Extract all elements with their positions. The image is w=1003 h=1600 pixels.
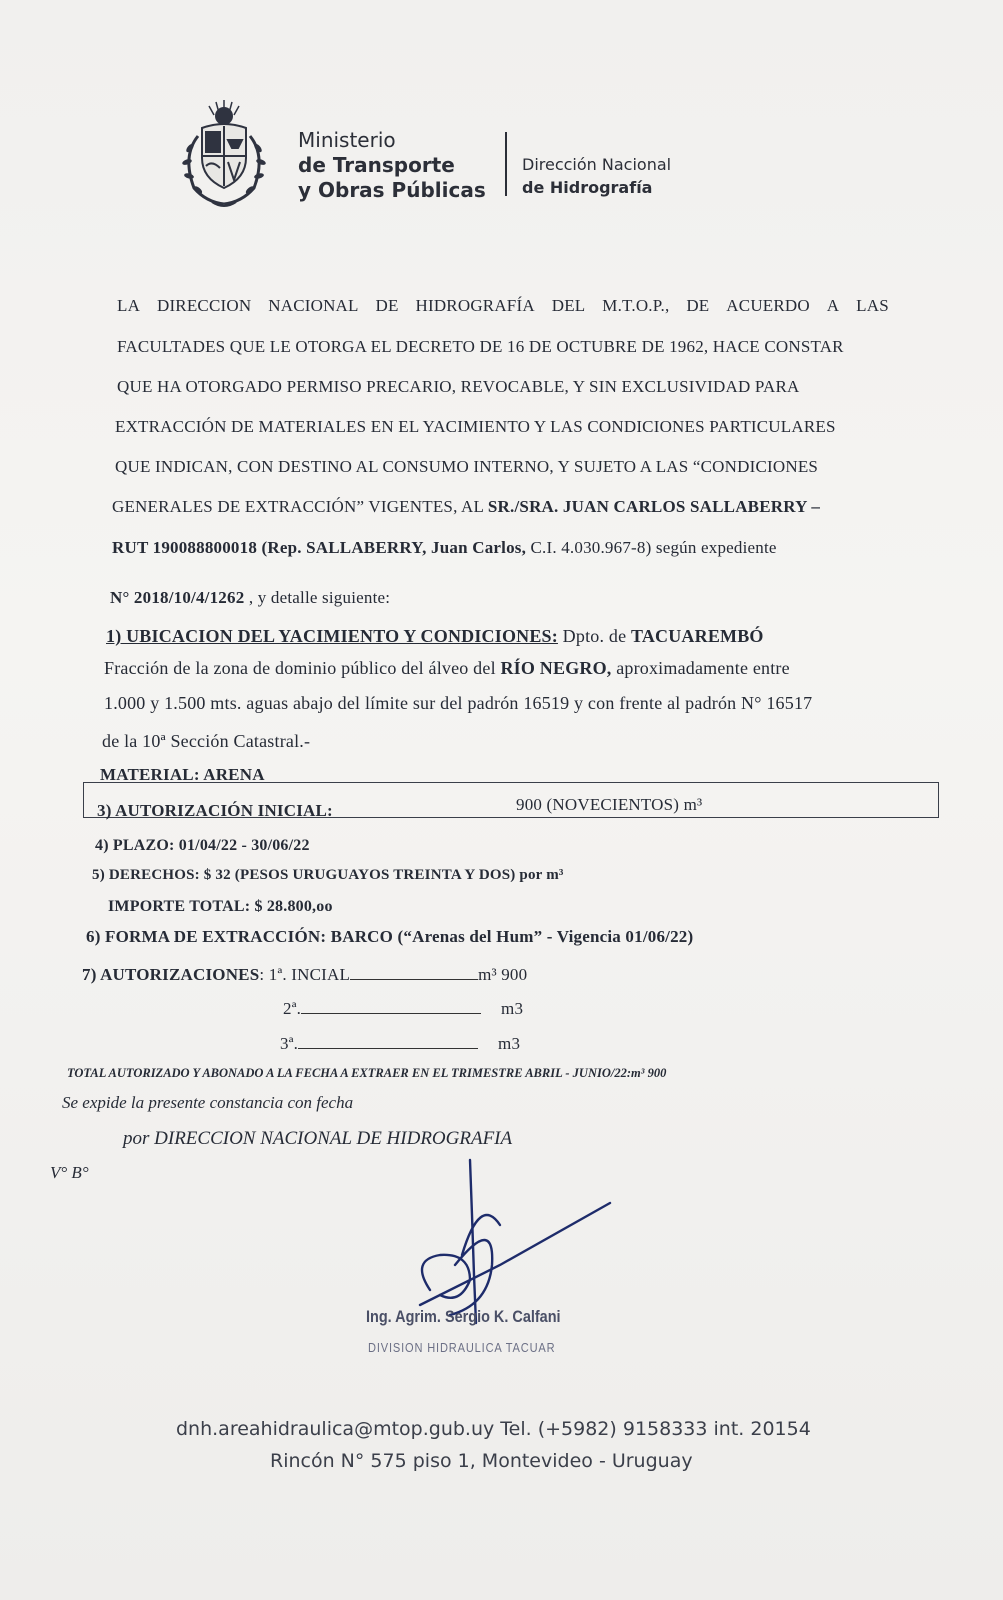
initial-authorization-label: 3) AUTORIZACIÓN INICIAL: bbox=[97, 801, 333, 820]
river-name: RÍO NEGRO, bbox=[500, 658, 612, 678]
section1-heading: 1) UBICACION DEL YACIMIENTO Y CONDICIONES: bbox=[106, 626, 558, 646]
intro-line-3: QUE HA OTORGADO PERMISO PRECARIO, REVOCABLE, Y SIN EXCLUSIVIDAD PARA bbox=[117, 377, 800, 396]
total-amount: IMPORTE TOTAL: $ 28.800,oo bbox=[108, 898, 333, 915]
footer-address: Rincón N° 575 piso 1, Montevideo - Uruguay bbox=[270, 1450, 693, 1472]
header-divider bbox=[505, 132, 507, 196]
second-authorization-blank bbox=[301, 999, 481, 1014]
intro-line-6: GENERALES DE EXTRACCIÓN” VIGENTES, AL SR./SRA. JUAN CARLOS SALLABERRY – bbox=[112, 497, 821, 516]
ministry-name-line2: de Transporte bbox=[298, 153, 455, 177]
closing-line-1: Se expide la presente constancia con fecha bbox=[62, 1093, 354, 1112]
intro-line-5: QUE INDICAN, CON DESTINO AL CONSUMO INTERNO, Y SUJETO A LAS “CONDICIONES bbox=[115, 457, 819, 476]
ministry-name-line1: Ministerio bbox=[298, 128, 396, 152]
authorizations-third-line: 3ª. m3 bbox=[280, 1034, 521, 1053]
fees-line: 5) DERECHOS: $ 32 (PESOS URUGUAYOS TREINTA Y DOS) por m³ bbox=[92, 867, 564, 883]
permit-holder-name: SR./SRA. JUAN CARLOS SALLABERRY – bbox=[487, 497, 821, 516]
intro-line-2: FACULTADES QUE LE OTORGA EL DECRETO DE 16 DE OCTUBRE DE 1962, HACE CONSTAR bbox=[117, 337, 844, 356]
closing-line-2: por DIRECCION NACIONAL DE HIDROGRAFIA bbox=[123, 1128, 513, 1149]
section1-desc-line2: 1.000 y 1.500 mts. aguas abajo del límite sur del padrón 16519 y con frente al padrón N° 16517 bbox=[104, 693, 813, 713]
footer-contact: dnh.areahidraulica@mtop.gub.uy Tel. (+5982) 9158333 int. 20154 bbox=[176, 1418, 811, 1440]
signatory-name: Ing. Agrim. Sergio K. Calfani bbox=[366, 1307, 561, 1326]
direction-name-line1: Dirección Nacional bbox=[522, 155, 672, 174]
approval-mark: V° B° bbox=[50, 1163, 89, 1182]
file-number: N° 2018/10/4/1262 bbox=[110, 588, 245, 607]
authorizations-label: 7) AUTORIZACIONES bbox=[82, 965, 260, 984]
intro-line-4: EXTRACCIÓN DE MATERIALES EN EL YACIMIENTO Y LAS CONDICIONES PARTICULARES bbox=[115, 417, 836, 436]
section1-desc-line1: Fracción de la zona de dominio público del álveo del RÍO NEGRO, aproximadamente entre bbox=[104, 658, 790, 678]
intro-line-1: LA DIRECCION NACIONAL DE HIDROGRAFÍA DEL M.T.O.P., DE ACUERDO A LAS bbox=[117, 296, 889, 315]
coat-of-arms-icon bbox=[172, 96, 276, 216]
ministry-name-line3: y Obras Públicas bbox=[298, 178, 486, 202]
signature-image bbox=[400, 1155, 630, 1330]
initial-authorization-value: 900 (NOVECIENTOS) m³ bbox=[516, 795, 703, 814]
authorizations-first-line: 7) AUTORIZACIONES: 1ª. INCIAL m³ 900 bbox=[82, 965, 528, 984]
section1-heading-line: 1) UBICACION DEL YACIMIENTO Y CONDICIONES: Dpto. de TACUAREMBÓ bbox=[106, 626, 764, 646]
material-label: MATERIAL: ARENA bbox=[100, 765, 265, 784]
first-authorization-blank bbox=[350, 965, 478, 980]
term-line: 4) PLAZO: 01/04/22 - 30/06/22 bbox=[95, 837, 310, 854]
direction-name-line2: de Hidrografía bbox=[522, 178, 653, 197]
intro-line-7: RUT 190088800018 (Rep. SALLABERRY, Juan Carlos, C.I. 4.030.967-8) según expediente bbox=[112, 538, 777, 557]
authorizations-second-line: 2ª. m3 bbox=[283, 999, 524, 1018]
total-authorized-line: TOTAL AUTORIZADO Y ABONADO A LA FECHA A EXTRAER EN EL TRIMESTRE ABRIL - JUNIO/22:m³ 900 bbox=[67, 1066, 667, 1080]
intro-line-8: N° 2018/10/4/1262 , y detalle siguiente: bbox=[110, 588, 391, 607]
signatory-title: DIVISION HIDRAULICA TACUAR bbox=[368, 1340, 556, 1355]
extraction-method-line: 6) FORMA DE EXTRACCIÓN: BARCO (“Arenas del Hum” - Vigencia 01/06/22) bbox=[86, 927, 694, 946]
section1-desc-line3: de la 10ª Sección Catastral.- bbox=[102, 731, 311, 751]
third-authorization-blank bbox=[298, 1034, 478, 1049]
department-name: TACUAREMBÓ bbox=[630, 626, 764, 646]
